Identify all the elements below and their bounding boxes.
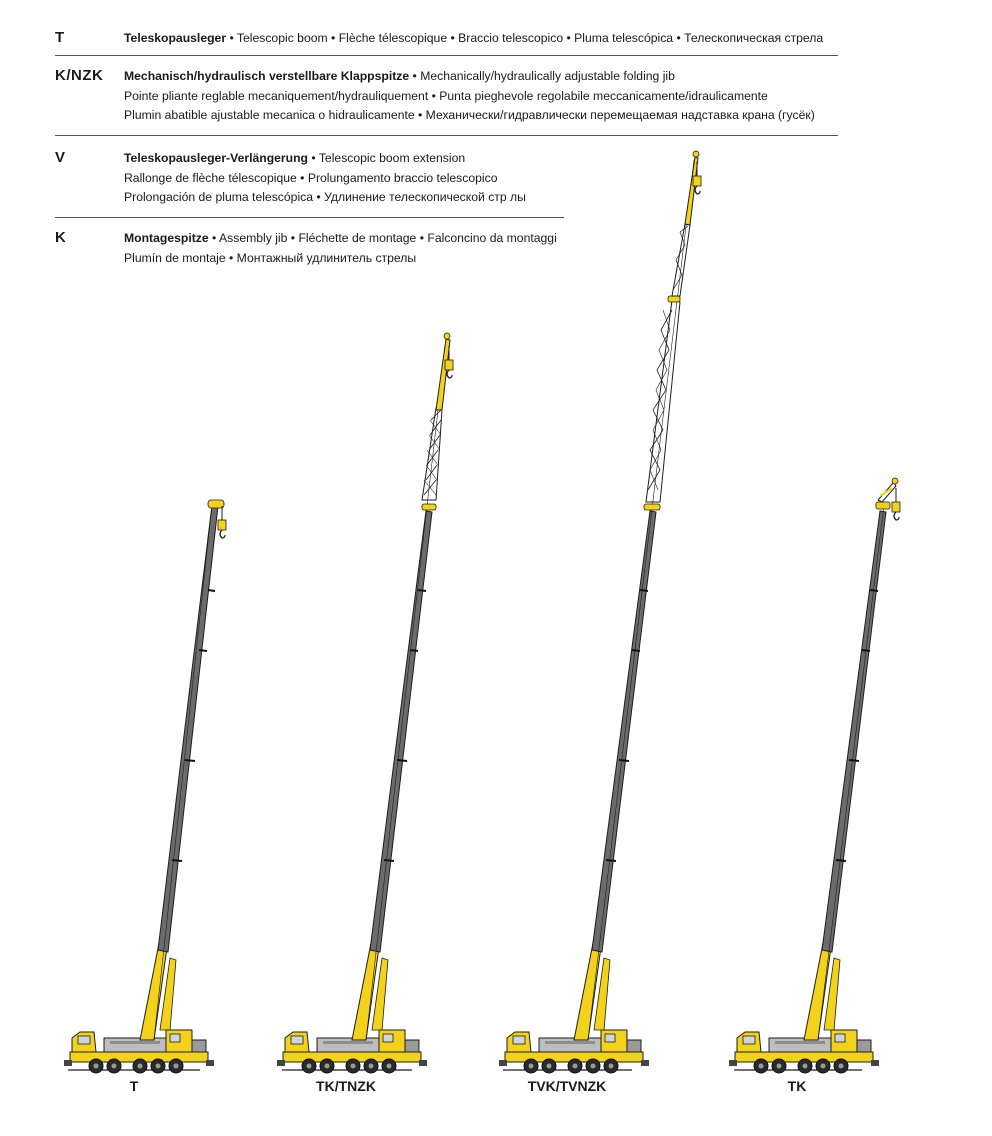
legend-text: • Telescopic boom extension xyxy=(308,151,466,165)
crane-t xyxy=(64,500,226,1073)
crane-label-tk-2: TK xyxy=(787,1078,807,1094)
crane-tk-tnzk xyxy=(277,333,453,1073)
crane-label-tvk-tvnzk: TVK/TVNZK xyxy=(527,1078,607,1094)
legend-title: Mechanisch/hydraulisch verstellbare Klappspitze xyxy=(124,69,410,83)
legend-text: • Mechanically/hydraulically adjustable folding jib xyxy=(409,69,675,83)
legend-title: Montagespitze xyxy=(124,231,209,245)
crane-label-t: T xyxy=(129,1078,139,1094)
legend-text: Rallonge de flèche télescopique • Prolungamento braccio telescopico xyxy=(124,170,498,185)
legend-code-knzk: K/NZK xyxy=(55,67,104,84)
crane-label-tk-tnzk: TK/TNZK xyxy=(316,1078,376,1094)
legend-title: Teleskopausleger-Verlängerung xyxy=(124,151,309,165)
legend-text: Plumín de montaje • Монтажный удлинитель стрелы xyxy=(124,250,417,265)
legend-code-v: V xyxy=(55,149,66,166)
legend-text: • Telescopic boom • Flèche télescopique • Braccio telescopico • Pluma telescópica • Телескопическая стрела xyxy=(226,31,824,45)
crane-tvk-tvnzk xyxy=(499,151,701,1073)
legend-title: Teleskopausleger xyxy=(124,31,227,45)
legend-code-t: T xyxy=(55,29,65,46)
crane-tk xyxy=(729,478,900,1073)
legend-text: Pointe pliante reglable mecaniquement/hydrauliquement • Punta pieghevole regolabile meccanicamente/idraulicamente xyxy=(124,88,768,103)
legend-text: Plumin abatible ajustable mecanica o hidraulicamente • Механически/гидравлически перемещаемая надставка крана (гусёк) xyxy=(124,108,815,122)
legend-text: Prolongación de pluma telescópica • Удлинение телескопической стр лы xyxy=(124,190,526,204)
legend-text: • Assembly jib • Fléchette de montage • Falconcino da montaggi xyxy=(208,231,557,245)
legend-code-k: K xyxy=(55,229,67,246)
